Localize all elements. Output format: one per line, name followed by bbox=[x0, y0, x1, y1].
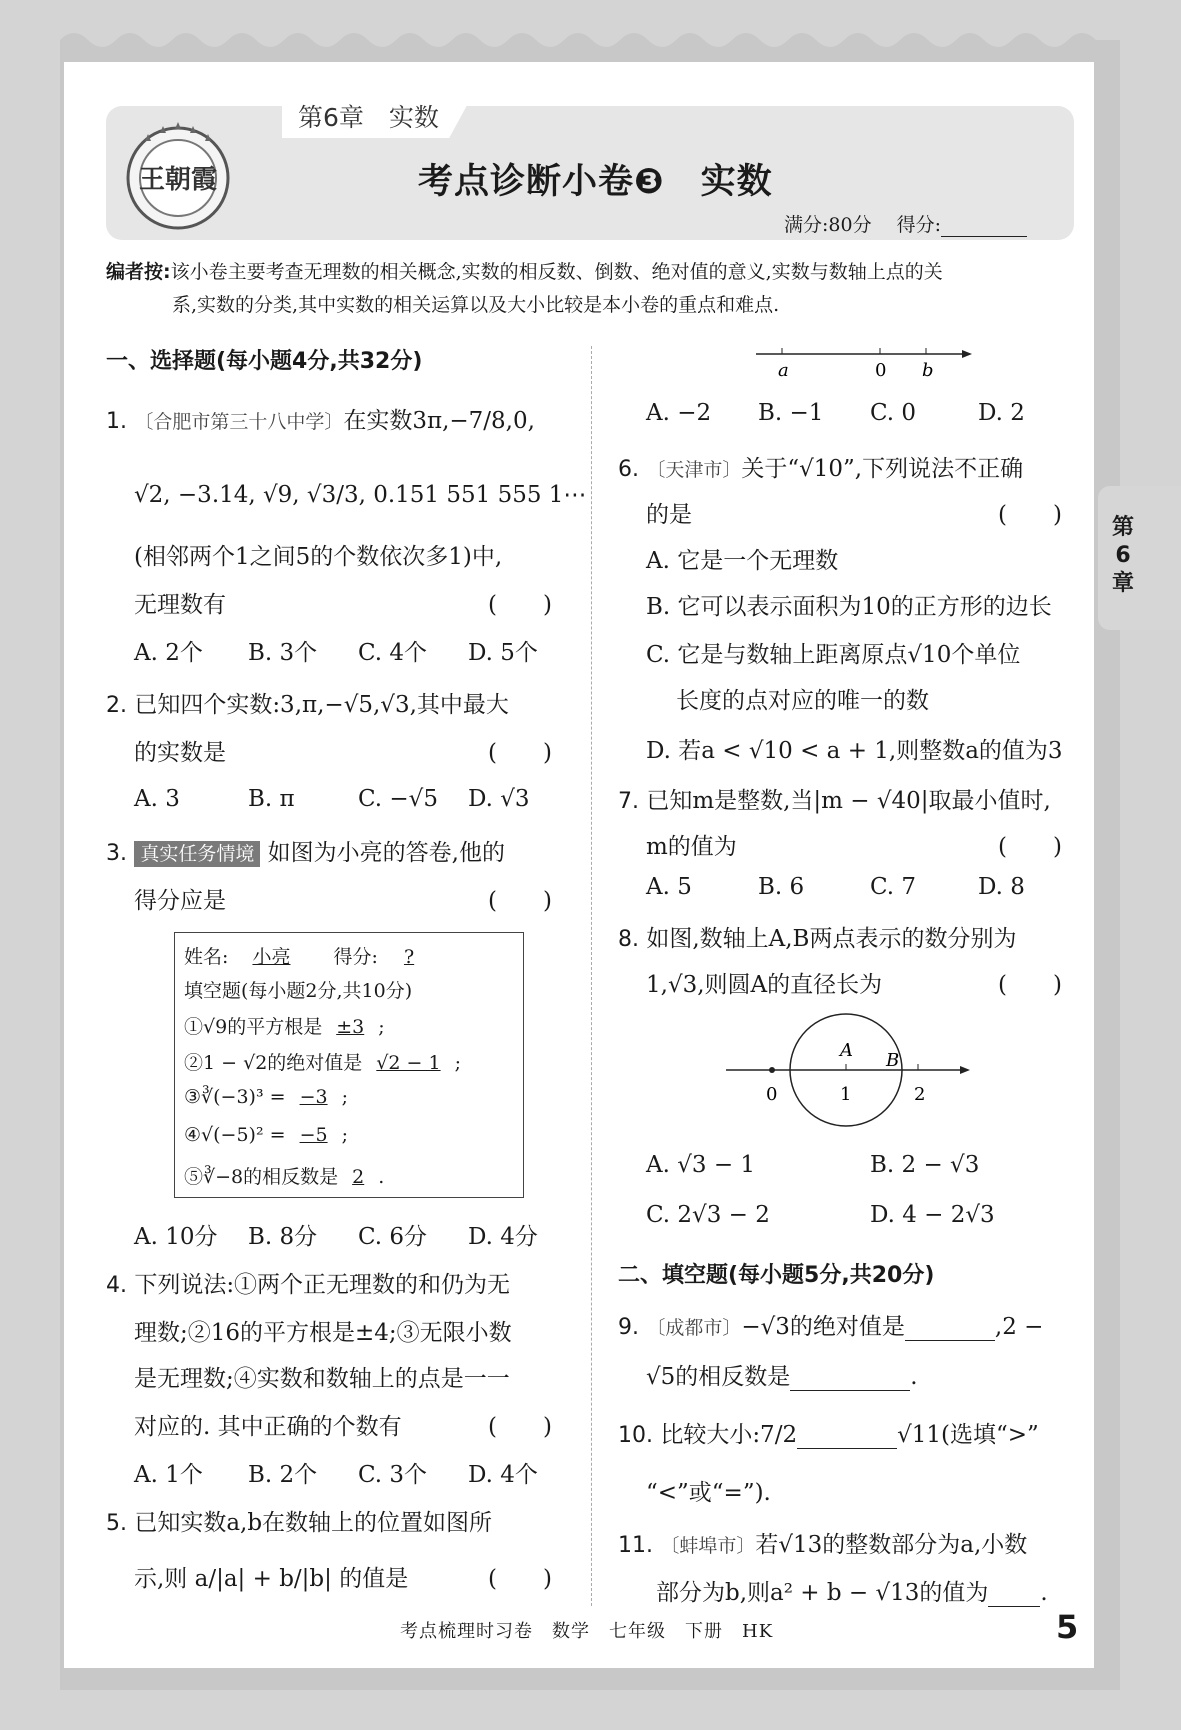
q5-line1 bbox=[106, 1504, 492, 1537]
score-label: 得分: bbox=[896, 214, 942, 236]
q3-line1 bbox=[106, 834, 505, 867]
editor-note bbox=[106, 256, 1074, 322]
sheet-item-5-end: . bbox=[378, 1166, 385, 1188]
q7-option-a[interactable]: A. 5 bbox=[646, 874, 692, 900]
q11-number: 11. bbox=[618, 1533, 653, 1558]
fig-label-2: 2 bbox=[914, 1084, 926, 1105]
sheet-name-line bbox=[184, 942, 434, 969]
q8-line2: 1,√3,则圆A的直径长为 bbox=[646, 972, 883, 998]
sheet-item-1-end: ; bbox=[378, 1016, 385, 1038]
q6-option-a[interactable]: A. 它是一个无理数 bbox=[646, 548, 839, 574]
q4-line4: 对应的. 其中正确的个数有 bbox=[134, 1414, 402, 1440]
q4-number: 4. bbox=[106, 1273, 127, 1298]
q2-option-c[interactable]: C. −√5 bbox=[358, 786, 438, 812]
q6-source: 〔天津市〕 bbox=[646, 459, 742, 481]
q3-option-b[interactable]: B. 8分 bbox=[248, 1224, 318, 1250]
page-title: 考点诊断小卷❸ 实数 bbox=[418, 162, 773, 202]
chapter-label: 第6章 实数 bbox=[298, 103, 439, 132]
q2-text-1: 已知四个实数:3,π,−√5,√3,其中最大 bbox=[134, 692, 509, 718]
q4-option-d[interactable]: D. 4个 bbox=[468, 1462, 538, 1488]
sheet-item-4 bbox=[184, 1124, 348, 1146]
q4-option-a[interactable]: A. 1个 bbox=[134, 1462, 203, 1488]
q8-answer-paren[interactable]: ( ) bbox=[998, 972, 1062, 998]
note-text-2: 系,实数的分类,其中实数的相关运算以及大小比较是本小卷的重点和难点. bbox=[172, 294, 780, 316]
q11-text-3: . bbox=[1040, 1580, 1048, 1606]
section-1-heading: 一、选择题(每小题4分,共32分) bbox=[106, 349, 423, 374]
q1-line4: 无理数有 bbox=[134, 592, 226, 618]
q3-text-1: 如图为小亮的答卷,他的 bbox=[267, 840, 505, 866]
sheet-item-1-text: ①√9的平方根是 bbox=[184, 1016, 323, 1038]
q6-line1 bbox=[618, 450, 1023, 483]
sheet-item-3 bbox=[184, 1086, 348, 1108]
q1-option-b[interactable]: B. 3个 bbox=[248, 640, 318, 666]
q10-text-1: 比较大小:7/2 bbox=[660, 1422, 798, 1448]
q7-option-c[interactable]: C. 7 bbox=[870, 874, 917, 900]
q9-source: 〔成都市〕 bbox=[646, 1317, 742, 1339]
q8-number: 8. bbox=[618, 927, 639, 952]
q11-text-2: 部分为b,则a² + b − √13的值为 bbox=[656, 1580, 989, 1606]
q6-line2: 的是 bbox=[646, 502, 692, 528]
q9-text-1: −√3的绝对值是 bbox=[741, 1314, 905, 1340]
sheet-score-label: 得分: bbox=[333, 946, 378, 968]
q6-text-1: 关于“√10”,下列说法不正确 bbox=[741, 456, 1024, 482]
q4-option-b[interactable]: B. 2个 bbox=[248, 1462, 318, 1488]
q3-number: 3. bbox=[106, 841, 127, 866]
sheet-heading: 填空题(每小题2分,共10分) bbox=[184, 980, 413, 1002]
q5-text-1: 已知实数a,b在数轴上的位置如图所 bbox=[134, 1510, 493, 1536]
q2-number: 2. bbox=[106, 693, 127, 718]
fig-label-1: 1 bbox=[840, 1084, 852, 1105]
q9-text-2: ,2 − bbox=[994, 1314, 1044, 1340]
q10-number: 10. bbox=[618, 1423, 653, 1448]
q8-option-c[interactable]: C. 2√3 − 2 bbox=[646, 1202, 770, 1228]
axis-label-a: a bbox=[778, 360, 789, 380]
q7-line2: m的值为 bbox=[646, 834, 737, 860]
sheet-item-4-answer: −5 bbox=[299, 1124, 328, 1146]
column-divider bbox=[591, 346, 592, 1606]
q6-option-b[interactable]: B. 它可以表示面积为10的正方形的边长 bbox=[646, 594, 1052, 620]
q7-number: 7. bbox=[618, 789, 639, 814]
q11-line2 bbox=[656, 1574, 1048, 1607]
q1-line1 bbox=[106, 402, 535, 435]
q1-text-1: 在实数3π,−7/8,0, bbox=[343, 408, 535, 434]
q9-text-4: . bbox=[910, 1364, 918, 1390]
sheet-item-2 bbox=[184, 1048, 461, 1075]
fig-label-0: 0 bbox=[766, 1084, 778, 1105]
q8-option-b[interactable]: B. 2 − √3 bbox=[870, 1152, 980, 1178]
q9-blank-1[interactable] bbox=[905, 1318, 995, 1341]
q4-text-1: 下列说法:①两个正无理数的和仍为无 bbox=[134, 1272, 511, 1298]
sheet-item-1 bbox=[184, 1012, 385, 1039]
sheet-score-value: ? bbox=[403, 946, 415, 968]
sheet-item-2-answer: √2 − 1 bbox=[376, 1052, 441, 1074]
q7-option-d[interactable]: D. 8 bbox=[978, 874, 1025, 900]
q5-line2: 示,则 a/|a| + b/|b| 的值是 bbox=[134, 1566, 409, 1592]
q9-number: 9. bbox=[618, 1315, 639, 1340]
fig-label-b: B bbox=[886, 1050, 900, 1071]
q2-option-d[interactable]: D. √3 bbox=[468, 786, 530, 812]
svg-text:王朝霞: 王朝霞 bbox=[138, 165, 218, 195]
sheet-name-label: 姓名: bbox=[184, 946, 229, 968]
q10-text-2: √11(选填“>” bbox=[897, 1422, 1039, 1448]
q10-line1 bbox=[618, 1416, 1039, 1449]
q8-option-d[interactable]: D. 4 − 2√3 bbox=[870, 1202, 995, 1228]
fig-label-a: A bbox=[840, 1040, 853, 1061]
sheet-item-3-answer: −3 bbox=[299, 1086, 328, 1108]
q6-option-c[interactable]: C. 它是与数轴上距离原点√10个单位 bbox=[646, 642, 1021, 668]
q11-source: 〔蚌埠市〕 bbox=[660, 1535, 756, 1557]
sheet-item-5-text: ⑤∛−8的相反数是 bbox=[184, 1166, 339, 1188]
q1-option-a[interactable]: A. 2个 bbox=[134, 640, 203, 666]
sheet-item-5 bbox=[184, 1162, 384, 1189]
q11-line1 bbox=[618, 1526, 1027, 1559]
q5-option-d[interactable]: D. 2 bbox=[978, 400, 1025, 426]
q7-option-b[interactable]: B. 6 bbox=[758, 874, 805, 900]
footer-text: 考点梳理时习卷 数学 七年级 下册 HK bbox=[400, 1621, 774, 1642]
sheet-item-2-text: ②1 − √2的绝对值是 bbox=[184, 1052, 363, 1074]
score-blank[interactable] bbox=[941, 218, 1027, 237]
q3-option-a[interactable]: A. 10分 bbox=[134, 1224, 218, 1250]
q8-line1 bbox=[618, 920, 1016, 953]
q5-option-c[interactable]: C. 0 bbox=[870, 400, 917, 426]
q3-badge: 真实任务情境 bbox=[134, 841, 260, 867]
q5-option-a[interactable]: A. −2 bbox=[646, 400, 712, 426]
note-text-1: 该小卷主要考查无理数的相关概念,实数的相反数、倒数、绝对值的意义,实数与数轴上点的关 bbox=[170, 261, 943, 283]
q4-line3: 是无理数;④实数和数轴上的点是一一 bbox=[134, 1366, 510, 1392]
axis-label-b: b bbox=[922, 360, 934, 380]
q5-number-line bbox=[748, 340, 978, 380]
q9-text-3: √5的相反数是 bbox=[646, 1364, 791, 1390]
q2-option-a[interactable]: A. 3 bbox=[134, 786, 180, 812]
q5-answer-paren[interactable]: ( ) bbox=[488, 1566, 552, 1592]
q3-option-c[interactable]: C. 6分 bbox=[358, 1224, 428, 1250]
q5-number: 5. bbox=[106, 1511, 127, 1536]
q3-option-d[interactable]: D. 4分 bbox=[468, 1224, 538, 1250]
chapter-side-tab-label: 第6章 bbox=[1111, 515, 1134, 596]
q4-answer-paren[interactable]: ( ) bbox=[488, 1414, 552, 1440]
q1-source: 〔合肥市第三十八中学〕 bbox=[134, 411, 344, 433]
q3-answer-paren[interactable]: ( ) bbox=[488, 888, 552, 914]
sheet-item-1-answer: ±3 bbox=[336, 1016, 365, 1038]
q9-blank-2[interactable] bbox=[790, 1368, 910, 1391]
q1-answer-paren[interactable]: ( ) bbox=[488, 592, 552, 618]
q6-option-d[interactable]: D. 若a < √10 < a + 1,则整数a的值为3 bbox=[646, 738, 1063, 764]
page-number: 5 bbox=[1056, 1608, 1079, 1646]
q1-line2: √2, −3.14, √9, √3/3, 0.151 551 555 1⋯ bbox=[134, 482, 587, 508]
sheet-item-2-end: ; bbox=[454, 1052, 461, 1074]
section-2-heading: 二、填空题(每小题5分,共20分) bbox=[618, 1263, 935, 1288]
q9-line1 bbox=[618, 1308, 1043, 1341]
sheet-name-value: 小亮 bbox=[252, 946, 291, 968]
sheet-item-4-text: ④√(−5)² = bbox=[184, 1124, 286, 1146]
q5-option-b[interactable]: B. −1 bbox=[758, 400, 824, 426]
sheet-item-5-answer: 2 bbox=[352, 1166, 365, 1188]
q6-answer-paren[interactable]: ( ) bbox=[998, 502, 1062, 528]
q10-blank[interactable] bbox=[797, 1426, 897, 1449]
axis-label-0: 0 bbox=[875, 360, 887, 380]
q11-blank[interactable] bbox=[988, 1584, 1040, 1607]
q10-line2: “<”或“=”). bbox=[646, 1480, 771, 1506]
q2-answer-paren[interactable]: ( ) bbox=[488, 740, 552, 766]
q2-line1 bbox=[106, 686, 509, 719]
q7-text-1: 已知m是整数,当|m − √40|取最小值时, bbox=[646, 788, 1051, 814]
q8-circle-figure bbox=[722, 1010, 976, 1130]
note-label: 编者按: bbox=[106, 261, 171, 283]
q7-answer-paren[interactable]: ( ) bbox=[998, 834, 1062, 860]
q4-line2: 理数;②16的平方根是±4;③无限小数 bbox=[134, 1320, 512, 1346]
score-line bbox=[784, 210, 1027, 237]
q6-option-c-cont: 长度的点对应的唯一的数 bbox=[676, 688, 929, 714]
q4-line1 bbox=[106, 1266, 510, 1299]
q9-line2 bbox=[646, 1358, 918, 1391]
sheet-item-3-end: ; bbox=[341, 1086, 348, 1108]
q1-option-c[interactable]: C. 4个 bbox=[358, 640, 428, 666]
q11-text-1: 若√13的整数部分为a,小数 bbox=[755, 1532, 1028, 1558]
q7-line1 bbox=[618, 782, 1051, 815]
q6-number: 6. bbox=[618, 457, 639, 482]
q8-option-a[interactable]: A. √3 − 1 bbox=[646, 1152, 756, 1178]
q8-text-1: 如图,数轴上A,B两点表示的数分别为 bbox=[646, 926, 1017, 952]
sheet-item-3-text: ③∛(−3)³ = bbox=[184, 1086, 286, 1108]
q2-line2: 的实数是 bbox=[134, 740, 226, 766]
q1-option-d[interactable]: D. 5个 bbox=[468, 640, 538, 666]
q1-line3: (相邻两个1之间5的个数依次多1)中, bbox=[134, 544, 503, 570]
q4-option-c[interactable]: C. 3个 bbox=[358, 1462, 428, 1488]
publisher-logo bbox=[118, 116, 238, 236]
score-full: 满分:80分 bbox=[784, 214, 872, 236]
q2-option-b[interactable]: B. π bbox=[248, 786, 295, 812]
q1-number: 1. bbox=[106, 409, 127, 434]
sheet-item-4-end: ; bbox=[341, 1124, 348, 1146]
q3-line2: 得分应是 bbox=[134, 888, 226, 914]
